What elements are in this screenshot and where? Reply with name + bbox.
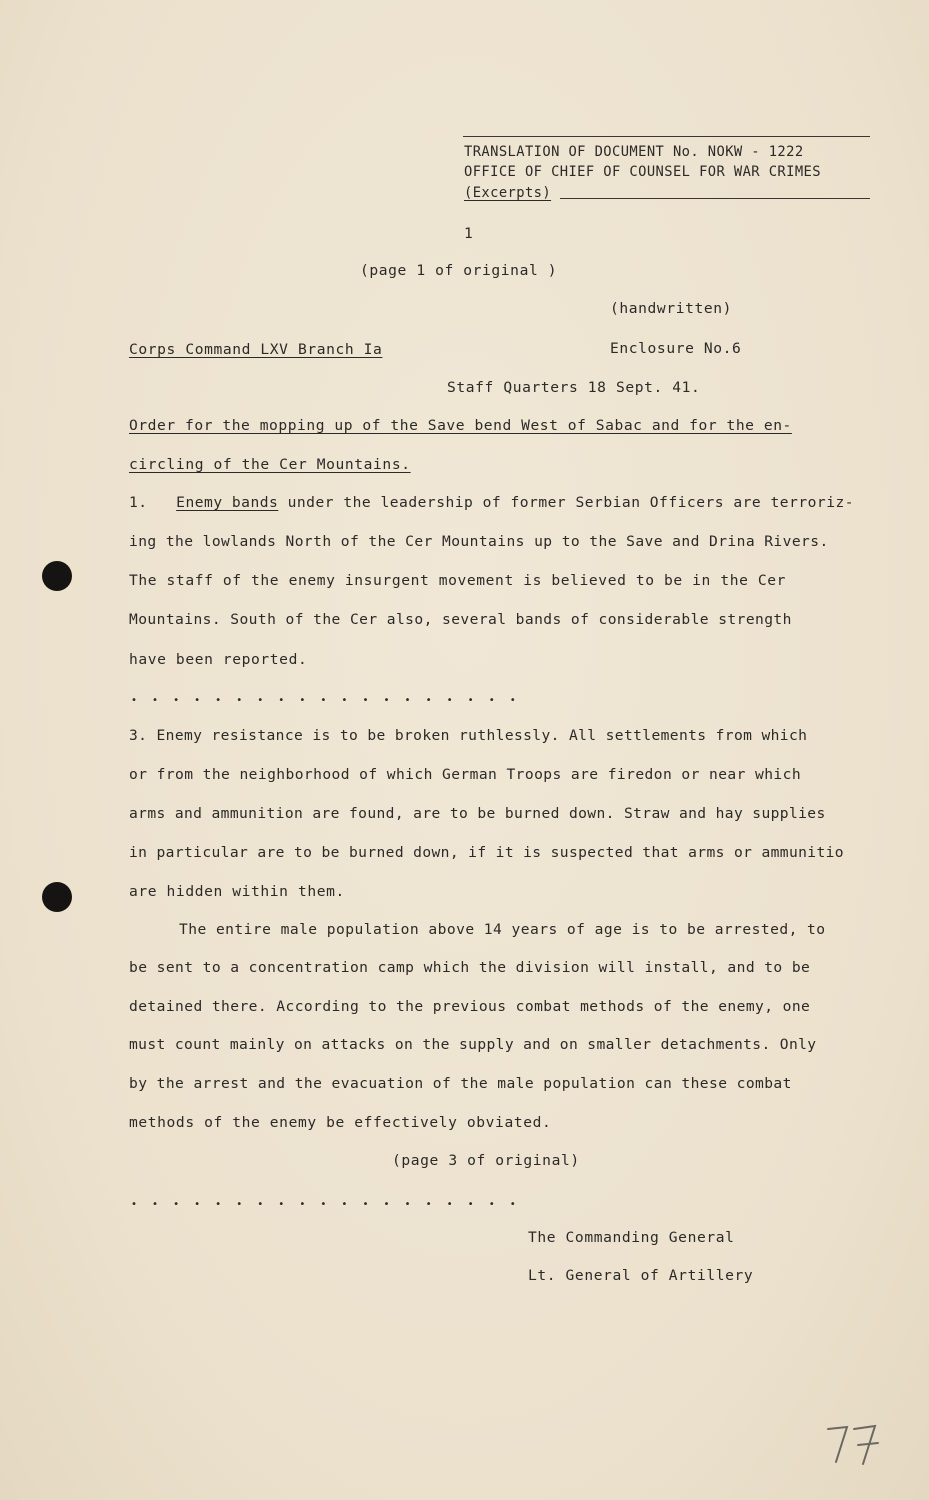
header-line-1: TRANSLATION OF DOCUMENT No. NOKW - 1222 bbox=[464, 144, 804, 160]
para1-line-2: ing the lowlands North of the Cer Mountains up to the Save and Drina Rivers. bbox=[129, 533, 829, 550]
para3-line-3: arms and ammunition are found, are to be burned down. Straw and hay supplies bbox=[129, 805, 826, 822]
header-line-2: OFFICE OF CHIEF OF COUNSEL FOR WAR CRIMES bbox=[464, 164, 821, 180]
para3-line-1: 3. Enemy resistance is to be broken ruthlessly. All settlements from which bbox=[129, 727, 808, 744]
para1-line-5: have been reported. bbox=[129, 651, 308, 668]
page-ref-original-3: (page 3 of original) bbox=[392, 1152, 580, 1169]
para4-line-2: be sent to a concentration camp which the division will install, and to be bbox=[129, 959, 811, 976]
order-title-line-1: Order for the mopping up of the Save bend West of Sabac and for the en- bbox=[129, 417, 792, 434]
para4-line-5: by the arrest and the evacuation of the male population can these combat bbox=[129, 1075, 792, 1092]
para4-line-3: detained there. According to the previous combat methods of the enemy, one bbox=[129, 998, 811, 1015]
page-ref-number: 1 bbox=[464, 225, 474, 242]
header-bottom-rule bbox=[560, 198, 870, 199]
para1-line-4: Mountains. South of the Cer also, several bands of considerable strength bbox=[129, 611, 792, 628]
para3-line-2: or from the neighborhood of which German Troops are firedon or near which bbox=[129, 766, 802, 783]
order-title-line-2: circling of the Cer Mountains. bbox=[129, 456, 411, 473]
handwritten-page-number bbox=[820, 1420, 890, 1470]
para1-number: 1. bbox=[129, 494, 148, 511]
signature-line-1: The Commanding General bbox=[528, 1229, 735, 1246]
handwritten-note: (handwritten) bbox=[610, 300, 733, 317]
para4-line-1: The entire male population above 14 years of age is to be arrested, to bbox=[179, 921, 826, 938]
para1-line-1 bbox=[129, 494, 854, 512]
staff-quarters-line: Staff Quarters 18 Sept. 41. bbox=[447, 379, 701, 396]
ellipsis-separator-2: • • • • • • • • • • • • • • • • • • • bbox=[131, 1199, 521, 1210]
sender-line: Corps Command LXV Branch Ia bbox=[129, 341, 383, 358]
para3-line-5: are hidden within them. bbox=[129, 883, 345, 900]
para4-line-4: must count mainly on attacks on the supply and on smaller detachments. Only bbox=[129, 1036, 817, 1053]
punch-hole-top bbox=[42, 561, 72, 591]
ellipsis-separator-1: • • • • • • • • • • • • • • • • • • • bbox=[131, 695, 521, 706]
page-ref-original-1: (page 1 of original ) bbox=[360, 262, 558, 279]
punch-hole-bottom bbox=[42, 882, 72, 912]
para1-line-1-rest: under the leadership of former Serbian Officers are terroriz- bbox=[278, 494, 855, 511]
header-top-rule bbox=[463, 136, 870, 137]
para1-line-3: The staff of the enemy insurgent movement is believed to be in the Cer bbox=[129, 572, 787, 589]
signature-line-2: Lt. General of Artillery bbox=[528, 1267, 754, 1284]
header-line-3: (Excerpts) bbox=[464, 185, 552, 201]
para1-lead: Enemy bands bbox=[176, 494, 279, 511]
para4-line-6: methods of the enemy be effectively obviated. bbox=[129, 1114, 552, 1131]
para3-line-4: in particular are to be burned down, if it is suspected that arms or ammunitio bbox=[129, 844, 844, 861]
enclosure-line: Enclosure No.6 bbox=[610, 340, 742, 357]
